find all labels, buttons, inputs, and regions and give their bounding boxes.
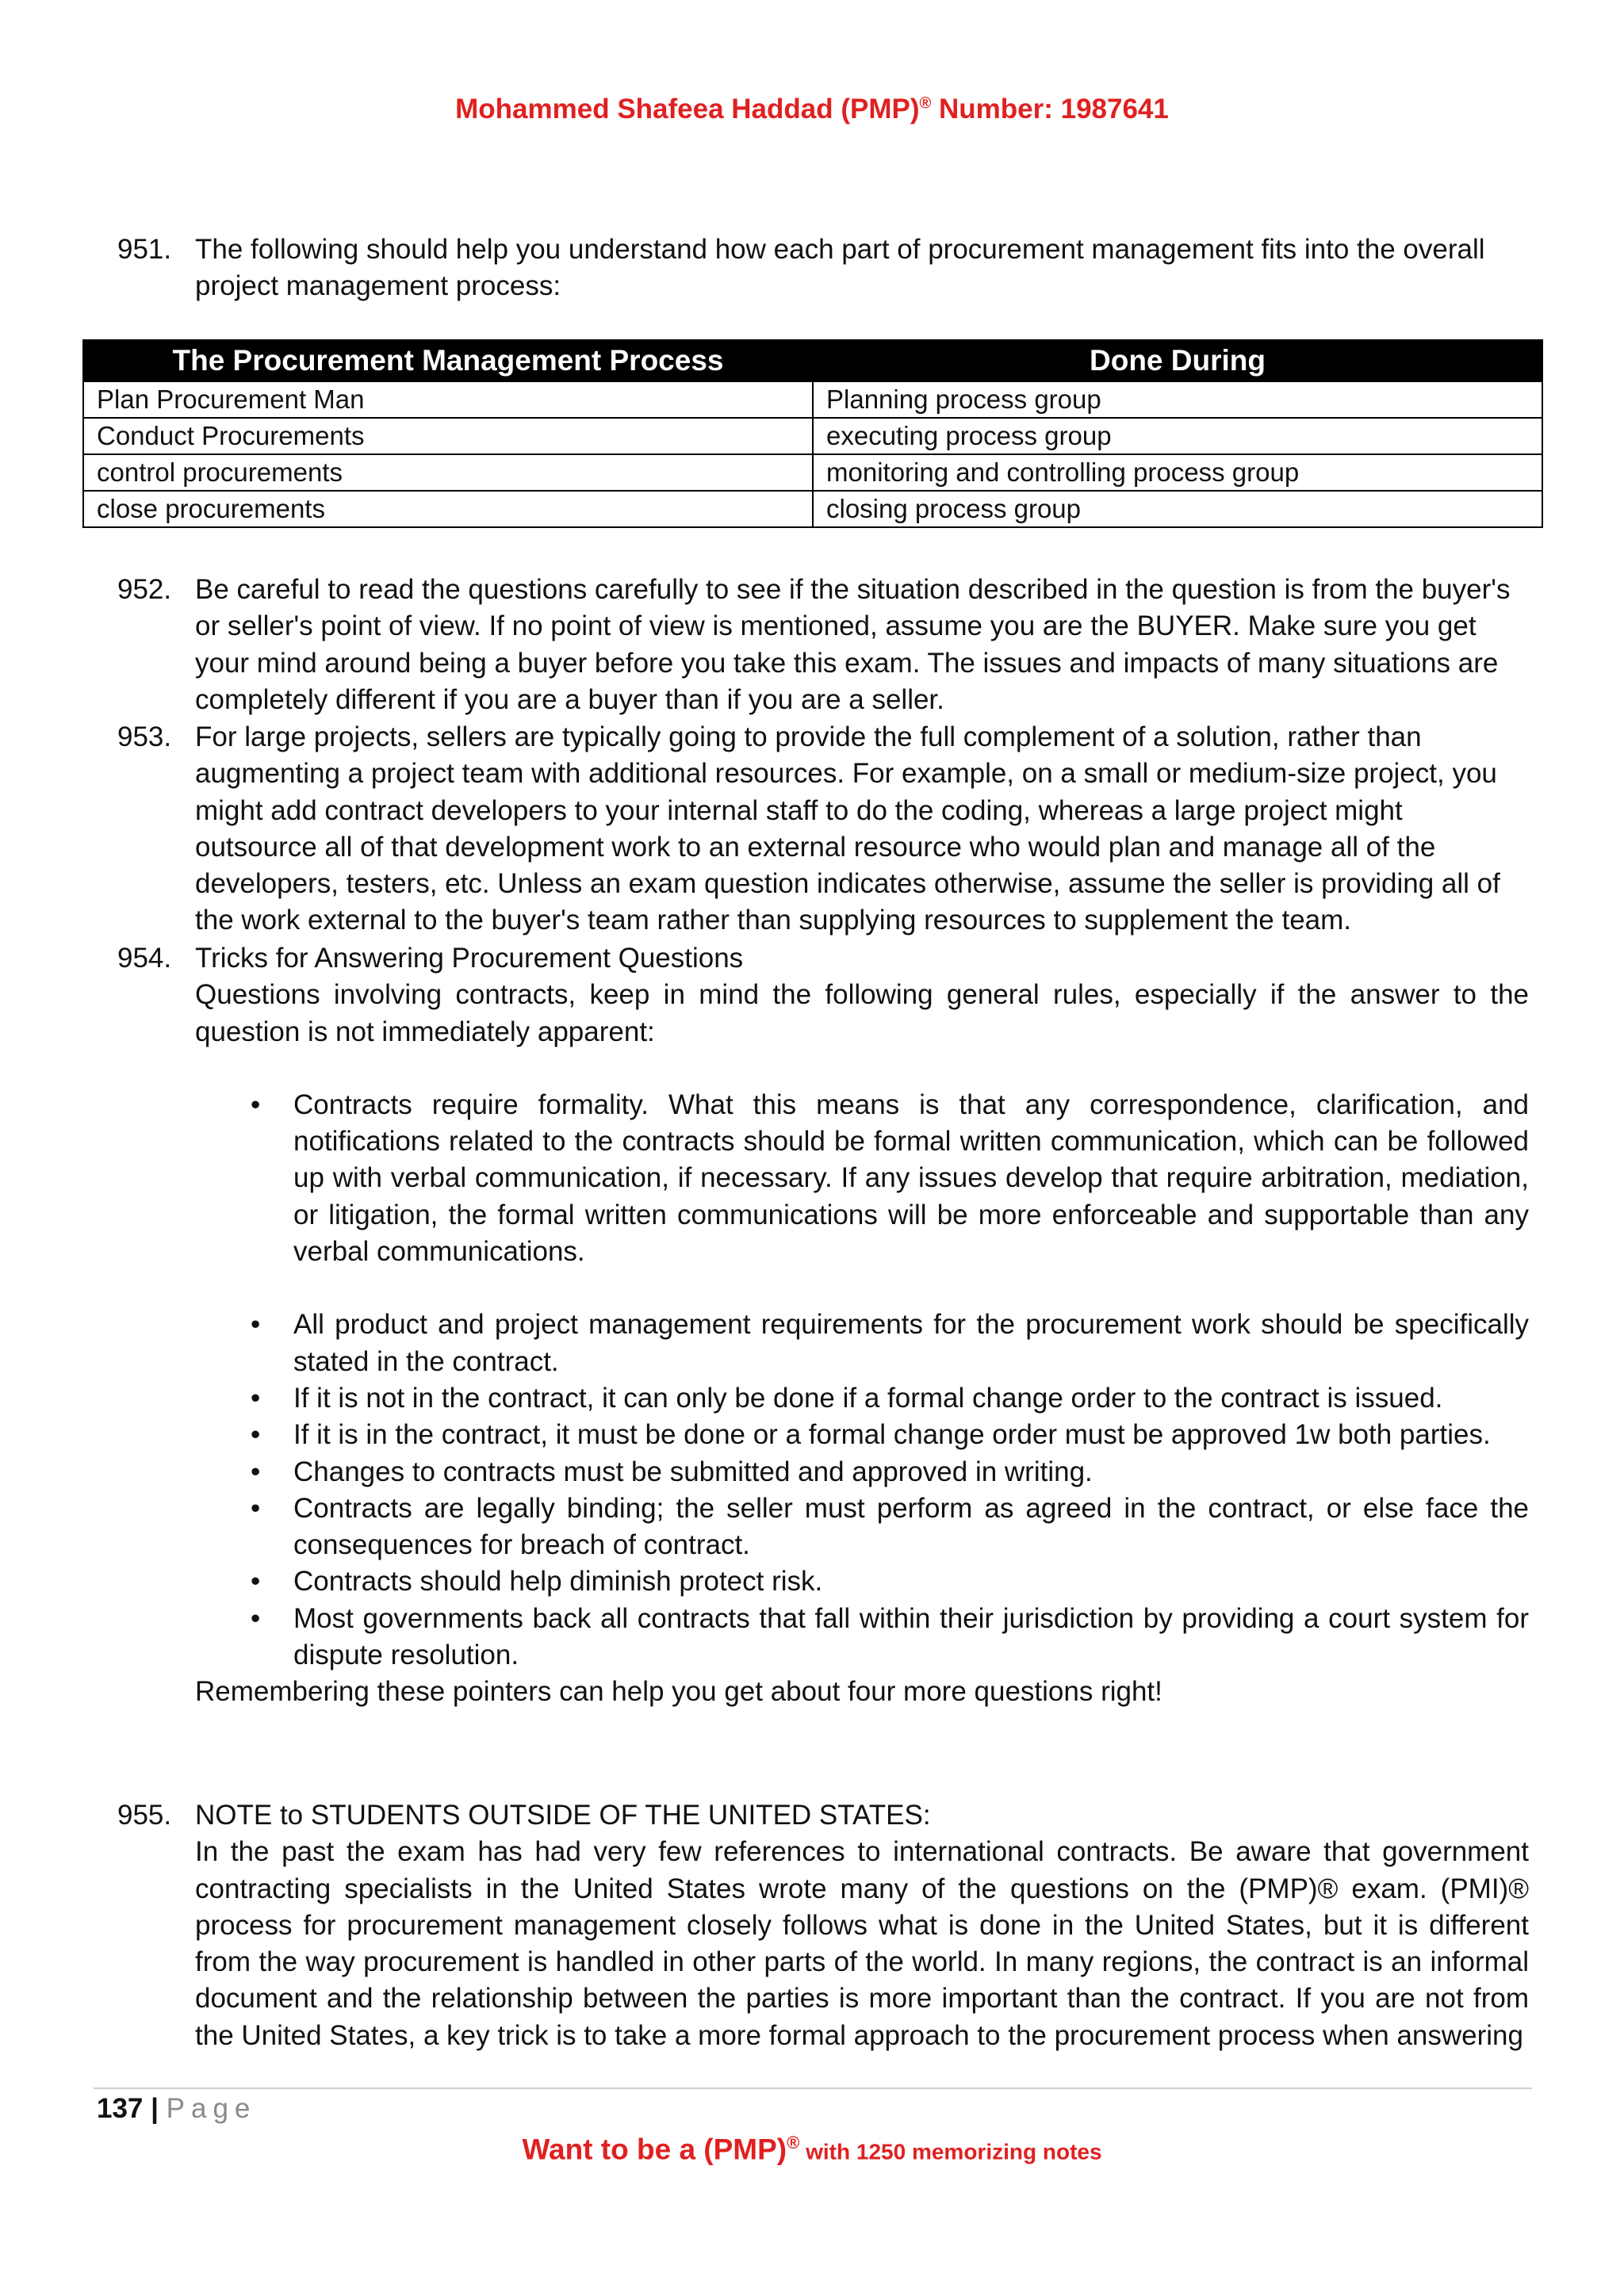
item-number: 952. <box>117 574 172 605</box>
header-number: Number: 1987641 <box>931 94 1169 124</box>
bullet-icon: • <box>251 1382 261 1414</box>
header-title: Mohammed Shafeea Haddad (PMP) <box>455 94 920 124</box>
item-954 <box>117 940 1529 1711</box>
item-951 <box>117 232 1529 305</box>
item-intro: Questions involving contracts, keep in mind the following general rules, especially if the answer to the question is not immediately apparent: <box>195 979 1529 1047</box>
item-number: 953. <box>117 721 172 752</box>
list-item: • Changes to contracts must be submitted and approved in writing. <box>195 1454 1529 1490</box>
list-item: • All product and project management requirements for the procurement work should be specifically stated in the contract. <box>195 1307 1529 1380</box>
item-text: For large projects, sellers are typically going to provide the full complement of a solution, rather than augmenting a project team with additional resources. For example, on a small or medium-size project, you might add contract developers to your internal staff to do the coding, whereas a large project might outsource all of that development work to an external resource who would plan and manage all of the developers, testers, etc. Unless an exam question indicates otherwise, assume the seller is providing all of the work external to the buyer's team rather than supplying resources to supplement the team. <box>195 721 1500 936</box>
item-number: 951. <box>117 234 172 265</box>
table-header-row <box>83 340 1542 381</box>
table-row <box>83 491 1542 527</box>
list-item: • If it is in the contract, it must be done or a formal change order must be approved 1w both parties. <box>195 1417 1529 1453</box>
table-header-process: The Procurement Management Process <box>83 340 813 381</box>
table-row <box>83 381 1542 418</box>
item-text: In the past the exam has had very few references to international contracts. Be aware that government contracting specialists in the United States wrote many of the questions on the (PMP)® exam. (PMI)® process for procurement management closely follows what is done in the United States, but it is different from the way procurement is handled in other parts of the world. In many regions, the contract is an informal document and the relationship between the parties is more important than the contract. If you are not from the United States, a key trick is to take a more formal approach to the procurement process when answering <box>195 1836 1529 2051</box>
list-item: • If it is not in the contract, it can only be done if a formal change order to the contract is issued. <box>195 1380 1529 1417</box>
bullet-icon: • <box>251 1419 261 1451</box>
rules-list <box>195 1087 1529 1674</box>
registered-mark: ® <box>919 94 932 113</box>
list-item: • Contracts should help diminish protect risk. <box>195 1563 1529 1600</box>
table-row <box>83 454 1542 491</box>
footer-divider <box>94 2087 1532 2089</box>
item-952 <box>117 572 1529 718</box>
item-953 <box>117 719 1529 939</box>
item-955 <box>117 1797 1529 2054</box>
table-header-done-during: Done During <box>813 340 1542 381</box>
procurement-process-table <box>82 339 1543 528</box>
table-cell: Planning process group <box>813 381 1542 418</box>
table-cell: executing process group <box>813 418 1542 454</box>
item-title: NOTE to STUDENTS OUTSIDE OF THE UNITED STATES: <box>195 1800 931 1831</box>
bullet-icon: • <box>251 1602 261 1634</box>
bullet-icon: • <box>251 1089 261 1120</box>
bullet-icon: • <box>251 1456 261 1487</box>
table-row <box>83 418 1542 454</box>
page-header <box>0 94 1624 125</box>
page-number: 137 | Page <box>97 2093 257 2124</box>
item-outro: Remembering these pointers can help you get about four more questions right! <box>195 1676 1162 1708</box>
list-item: • Contracts are legally binding; the seller must perform as agreed in the contract, or else face the consequences for breach of contract. <box>195 1490 1529 1564</box>
footer-tagline: Want to be a (PMP)® with 1250 memorizing notes <box>522 2133 1102 2166</box>
item-number: 954. <box>117 943 172 974</box>
bullet-icon: • <box>251 1566 261 1598</box>
table-cell: close procurements <box>83 491 813 527</box>
table-cell: closing process group <box>813 491 1542 527</box>
table-cell: control procurements <box>83 454 813 491</box>
item-text: Be careful to read the questions carefully to see if the situation described in the question is from the buyer's or seller's point of view. If no point of view is mentioned, assume you are the BUYER. Make sure you get your mind around being a buyer before you take this exam. The issues and impacts of many situations are completely different if you are a buyer than if you are a seller. <box>195 574 1511 715</box>
list-item: • Contracts require formality. What this means is that any correspondence, clarification, and notifications related to the contracts should be formal written communication, which can be followed up with verbal communication, if necessary. If any issues develop that require arbitration, mediation, or litigation, the formal written communications will be more enforceable and supportable than any verbal communications. <box>195 1087 1529 1270</box>
item-number: 955. <box>117 1800 172 1831</box>
bullet-icon: • <box>251 1492 261 1524</box>
item-title: Tricks for Answering Procurement Questions <box>195 943 744 974</box>
list-item: • Most governments back all contracts that fall within their jurisdiction by providing a court system for dispute resolution. <box>195 1601 1529 1674</box>
table-cell: Conduct Procurements <box>83 418 813 454</box>
bullet-icon: • <box>251 1309 261 1341</box>
table-cell: monitoring and controlling process group <box>813 454 1542 491</box>
table-cell: Plan Procurement Man <box>83 381 813 418</box>
item-text: The following should help you understand how each part of procurement management fits into the overall project management process: <box>195 234 1485 302</box>
